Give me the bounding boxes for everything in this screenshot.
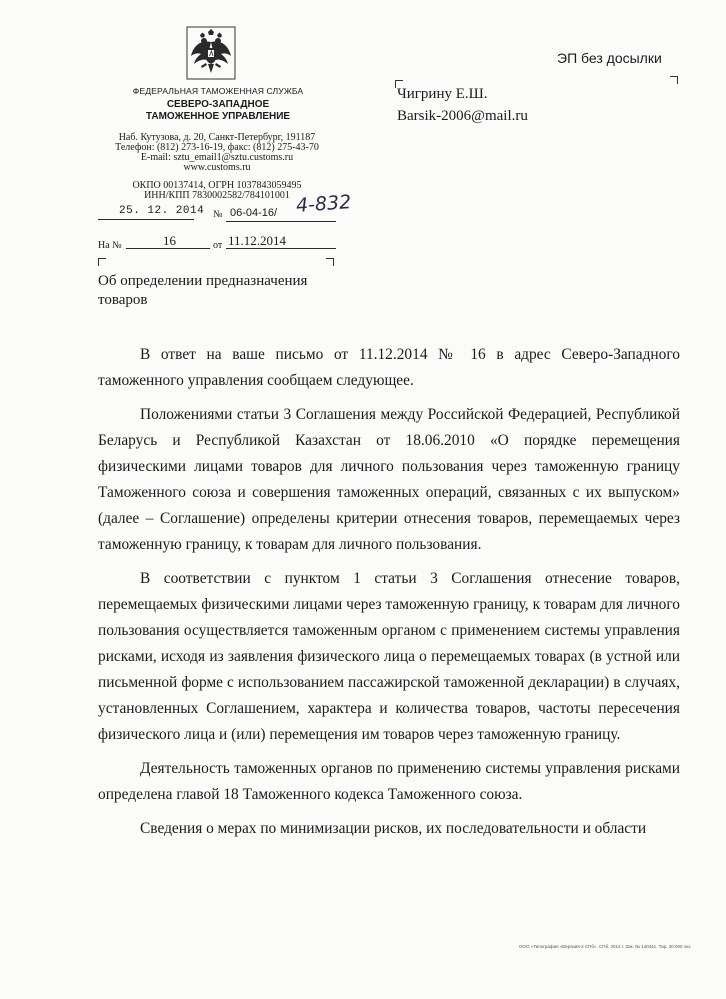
body-paragraph: Положениями статьи 3 Соглашения между Российской Федерацией, Республикой Беларусь и Республикой Казахстан от 18.06.2010 «О порядке перемещения физическими лицами товаров для личного пользования через таможенную границу Таможенного союза и совершения таможенных операций, связанных с их выпуском» (далее – Соглашение) определены критерии отнесения товаров, перемещаемых через таможенную границу, к товарам для личного пользования.	[98, 406, 680, 553]
incoming-date-label: от	[213, 240, 223, 251]
letter-body	[98, 342, 680, 850]
addressee-email: Barsik-2006@mail.ru	[397, 108, 528, 124]
subject-corner-right	[326, 258, 334, 266]
body-paragraph: Сведения о мерах по минимизации рисков, их последовательности и области	[140, 820, 647, 837]
outgoing-no-label: №	[213, 209, 223, 220]
printer-imprint: ООО «Типография «Евразия-2 СПб». СПб. 2014 г. Зак. № 140441. Тир. 30 000 экз.	[519, 944, 692, 949]
body-paragraph: Деятельность таможенных органов по применению системы управления рисками определена главой 18 Таможенного кодекса Таможенного союза.	[98, 760, 680, 803]
incoming-date: 11.12.2014	[228, 233, 287, 248]
incoming-no-label: На №	[98, 240, 122, 251]
incoming-number: 16	[163, 233, 176, 248]
org-inn: ИНН/КПП 7830002582/784101001	[144, 190, 290, 201]
body-paragraph: В ответ на ваше письмо от 11.12.2014 № 16 в адрес Северо-Западного таможенного управления сообщаем следующее.	[98, 346, 680, 389]
org-okpo: ОКПО 00137414, ОГРН 1037843059495	[132, 180, 302, 191]
outgoing-number: 06-04-16/	[230, 207, 278, 219]
outgoing-number-handwritten: 4-832	[295, 191, 352, 217]
addressee-corner-right	[670, 76, 678, 84]
outgoing-date-underline	[98, 219, 194, 220]
outgoing-date: 25. 12. 2014	[119, 205, 205, 217]
outgoing-number-underline	[226, 221, 336, 222]
org-subdivision-line2: ТАМОЖЕННОЕ УПРАВЛЕНИЕ	[145, 111, 291, 122]
subject-corner-left	[98, 258, 106, 266]
org-name: ФЕДЕРАЛЬНАЯ ТАМОЖЕННАЯ СЛУЖБА	[132, 86, 304, 96]
org-subdivision-line1: СЕВЕРО-ЗАПАДНОЕ	[166, 99, 270, 110]
body-paragraph: В соответствии с пунктом 1 статьи 3 Соглашения отнесение товаров, перемещаемых физическими лицами через таможенную границу, к товарам для личного пользования осуществляется таможенным органом с применением системы управления рисками, исходя из заявления физического лица о перемещаемых товарах (в устной или письменной форме с использованием пассажирской таможенной декларации) в случаях, установленных Соглашением, характера и количества товаров, частоты пересечения физического лица и (или) перемещения им товаров через таможенную границу.	[98, 570, 680, 743]
letter-subject: Об определении предназначения товаров	[98, 273, 308, 308]
russian-eagle-emblem-icon	[186, 26, 236, 80]
org-email: E-mail: sztu_email1@sztu.customs.ru	[140, 152, 294, 163]
org-website: www.customs.ru	[183, 162, 251, 173]
incoming-date-underline	[226, 248, 336, 249]
header-note: ЭП без досылки	[557, 50, 662, 66]
org-address: Наб. Кутузова, д. 20, Санкт-Петербург, 191187	[118, 132, 316, 143]
addressee-name: Чигрину Е.Ш.	[397, 86, 488, 102]
org-phone: Телефон: (812) 273-16-19, факс: (812) 275-43-70	[115, 142, 319, 153]
